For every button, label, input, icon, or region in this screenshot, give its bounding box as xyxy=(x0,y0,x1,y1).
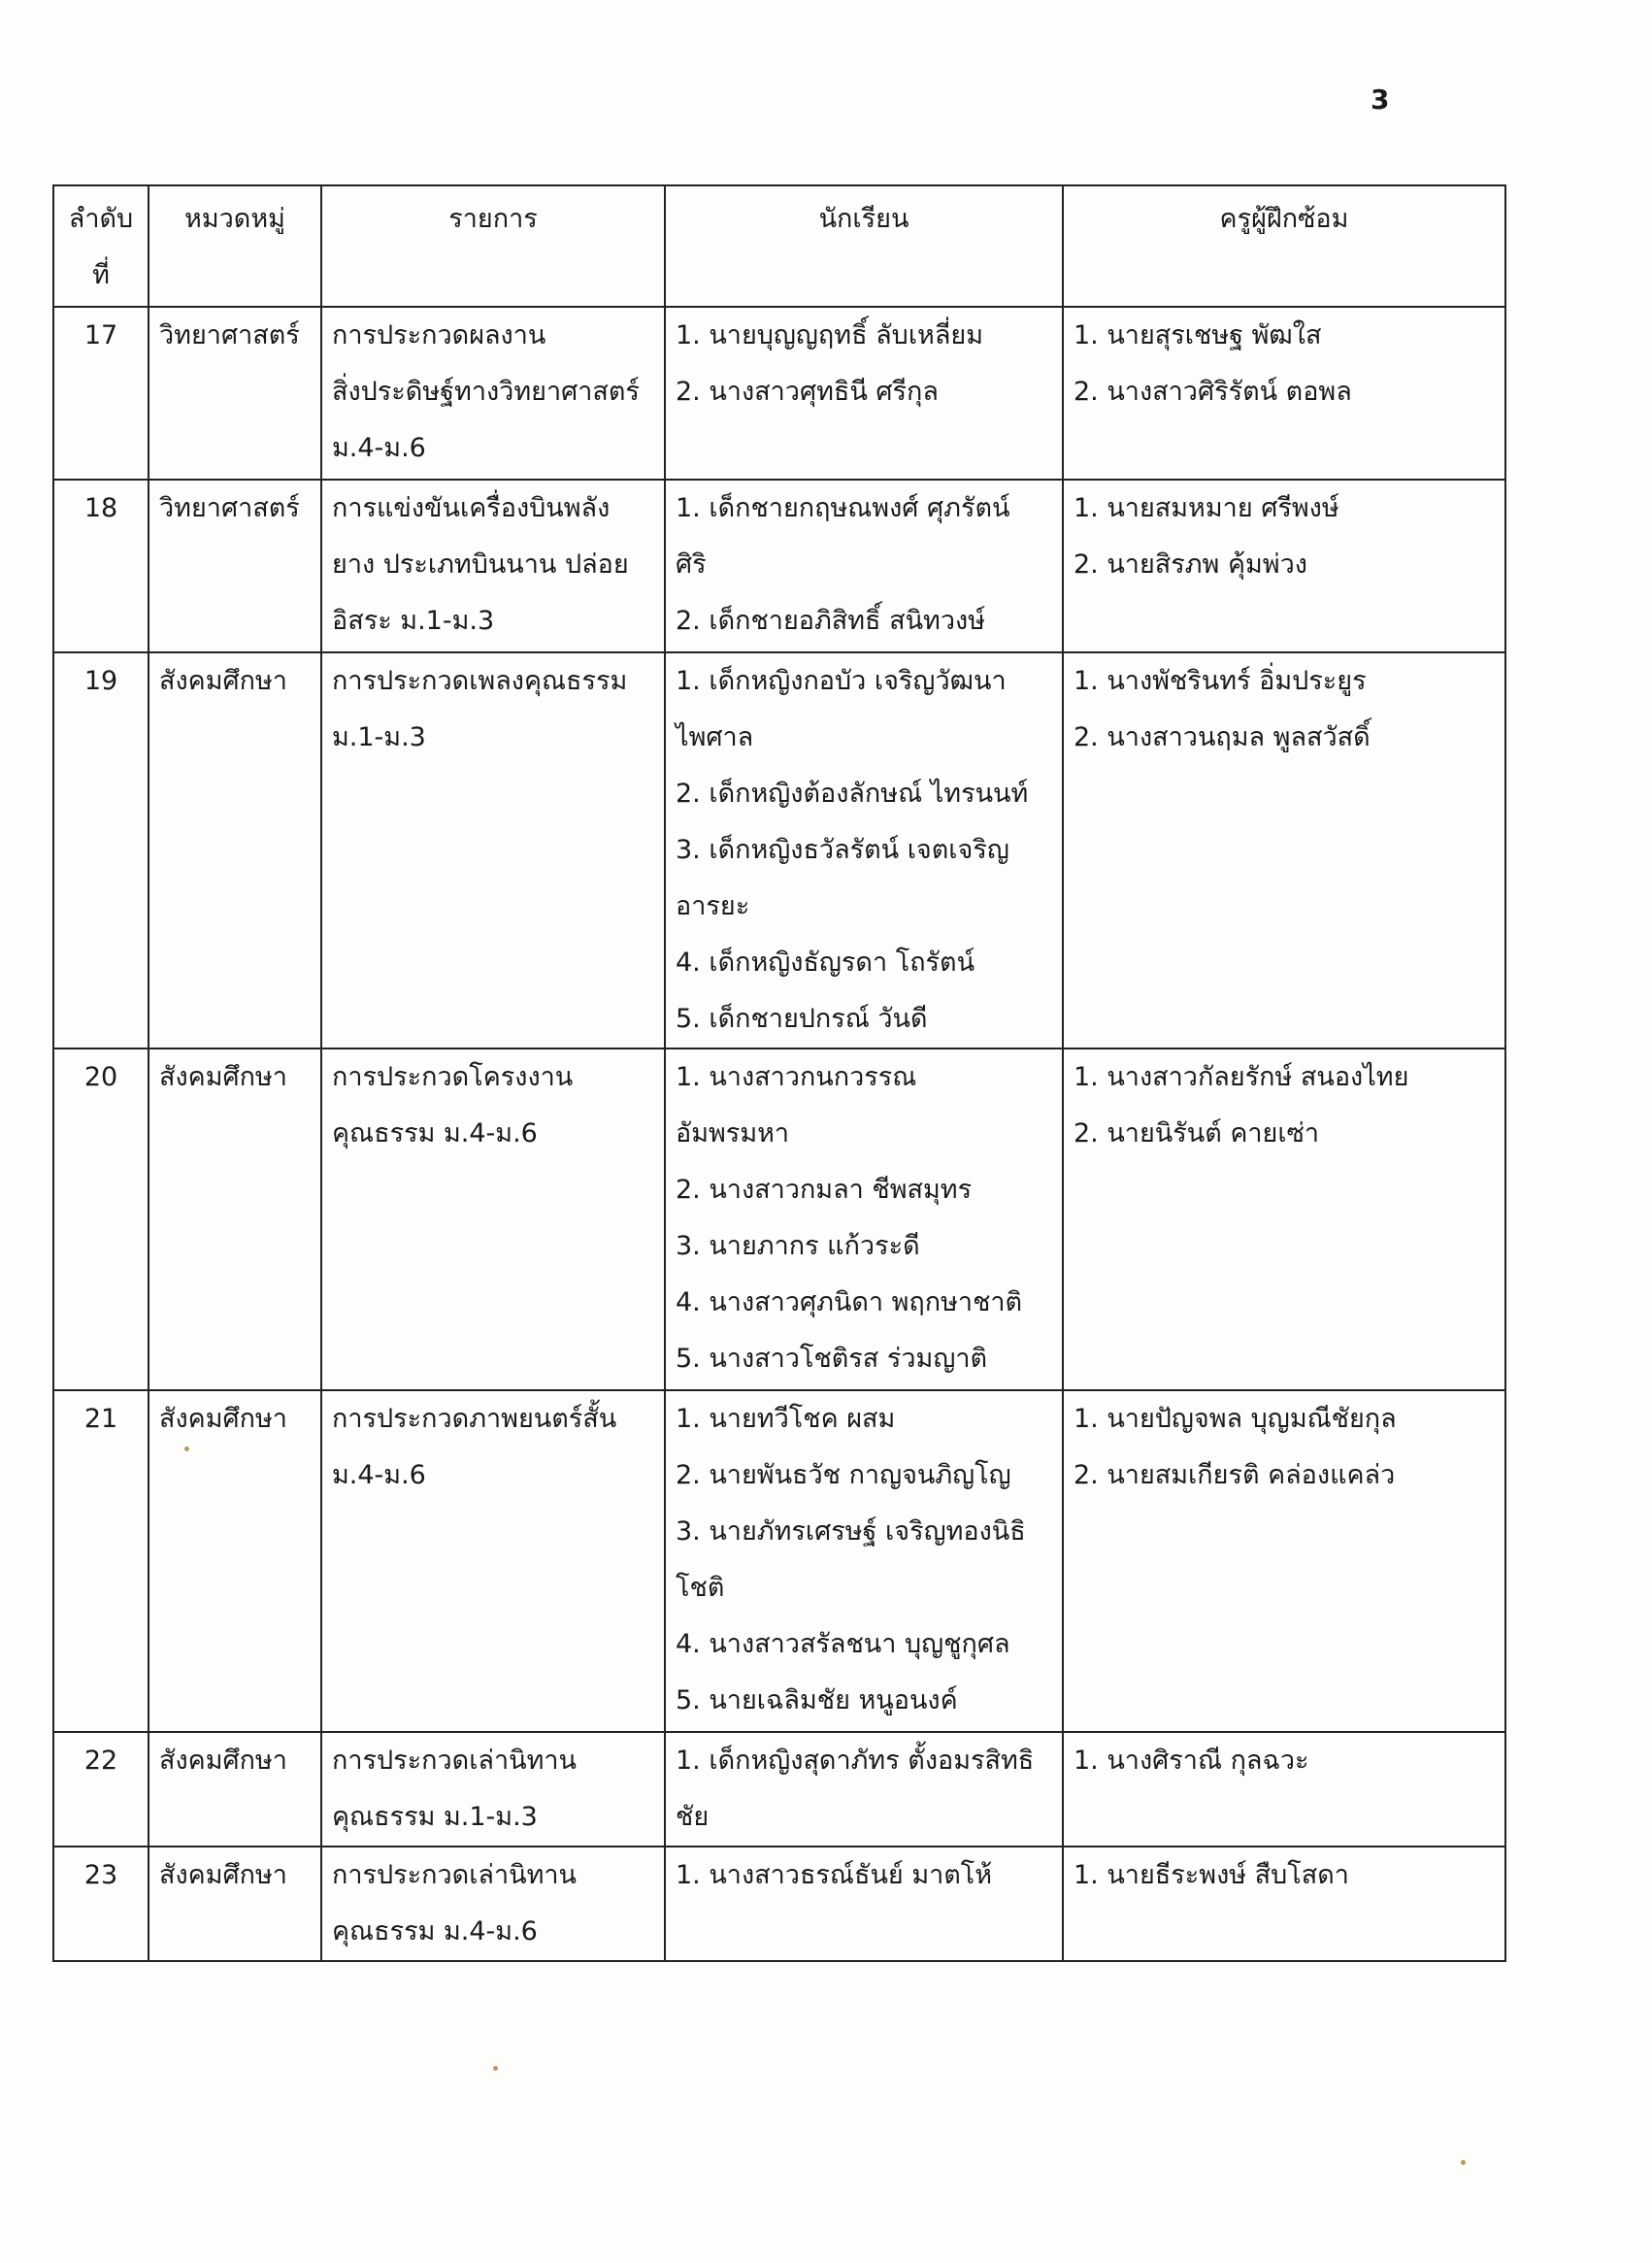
coaches-list xyxy=(1074,1049,1495,1162)
student-name: 1. นายทวีโชค ผสม xyxy=(676,1404,896,1434)
row-item xyxy=(321,1048,665,1390)
coach-name: 2. นายนิรันต์ คายเซ่า xyxy=(1074,1118,1320,1148)
student-name: 1. นางสาวกนกวรรณ อัมพรมหา xyxy=(676,1062,917,1148)
student-name: 2. เด็กหญิงต้องลักษณ์ ไทรนนท์ xyxy=(676,779,1029,809)
page-number: 3 xyxy=(1371,83,1390,116)
row-item-text: การประกวดเพลงคุณธรรม ม.1-ม.3 xyxy=(332,666,628,752)
row-item xyxy=(321,1390,665,1732)
row-number-text: 17 xyxy=(83,320,118,350)
student-name: 5. นายเฉลิมชัย หนูอนงค์ xyxy=(676,1685,958,1715)
table-row xyxy=(53,1390,1505,1732)
students-list xyxy=(676,481,1052,649)
students-list xyxy=(676,1391,1052,1729)
table-row xyxy=(53,1847,1505,1961)
header-item: รายการ xyxy=(321,185,665,307)
student-name: 1. นายบุญญฤทธิ์ ลับเหลี่ยม xyxy=(676,320,984,350)
student-name: 4. นางสาวสรัลชนา บุญชูกุศล xyxy=(676,1629,1010,1659)
row-category xyxy=(149,1847,321,1961)
coach-name: 2. นายสิรภพ คุ้มพ่วง xyxy=(1074,549,1307,580)
row-category-text: สังคมศึกษา xyxy=(159,666,287,696)
students-list xyxy=(676,653,1052,1048)
coach-name: 1. นายธีระพงษ์ สืบโสดา xyxy=(1074,1860,1349,1890)
row-number xyxy=(53,307,149,480)
row-number xyxy=(53,1390,149,1732)
row-number-text: 23 xyxy=(83,1860,118,1890)
row-category xyxy=(149,652,321,1048)
row-item xyxy=(321,307,665,480)
students-list xyxy=(676,1049,1052,1387)
row-number xyxy=(53,1732,149,1847)
student-name: 1. เด็กชายกฤษณพงศ์ ศุภรัตน์ ศิริ xyxy=(676,493,1010,580)
coach-name: 2. นายสมเกียรติ คล่องแคล่ว xyxy=(1074,1460,1396,1490)
row-item-text: การประกวดเล่านิทาน คุณธรรม ม.1-ม.3 xyxy=(332,1746,578,1832)
student-name: 4. เด็กหญิงธัญรดา โถรัตน์ xyxy=(676,948,975,978)
row-category xyxy=(149,480,321,652)
coach-name: 1. นายปัญจพล บุญมณีชัยกุล xyxy=(1074,1404,1397,1434)
row-students xyxy=(665,1847,1063,1961)
row-students xyxy=(665,480,1063,652)
row-item-text: การประกวดเล่านิทาน คุณธรรม ม.4-ม.6 xyxy=(332,1860,578,1947)
row-item-text: การประกวดภาพยนตร์สั้น ม.4-ม.6 xyxy=(332,1404,617,1490)
coach-name: 1. นางพัชรินทร์ อิ่มประยูร xyxy=(1074,666,1367,696)
coach-name: 2. นางสาวนฤมล พูลสวัสดิ์ xyxy=(1074,722,1371,752)
row-students xyxy=(665,1390,1063,1732)
row-item xyxy=(321,1732,665,1847)
row-students xyxy=(665,307,1063,480)
header-coaches: ครูผู้ฝึกซ้อม xyxy=(1063,185,1505,307)
table-row xyxy=(53,1048,1505,1390)
students-list xyxy=(676,1733,1052,1846)
row-category-text: วิทยาศาสตร์ xyxy=(159,493,300,523)
row-category-text: สังคมศึกษา xyxy=(159,1746,287,1776)
row-category-text: สังคมศึกษา xyxy=(159,1062,287,1092)
row-category xyxy=(149,1390,321,1732)
coaches-list xyxy=(1074,481,1495,593)
coaches-list xyxy=(1074,1847,1495,1904)
table-row xyxy=(53,652,1505,1048)
row-item xyxy=(321,480,665,652)
header-no: ลำดับ ที่ xyxy=(53,185,149,307)
coaches-list xyxy=(1074,653,1495,766)
row-item-text: การประกวดโครงงาน คุณธรรม ม.4-ม.6 xyxy=(332,1062,574,1148)
student-name: 1. นางสาวธรณ์ธันย์ มาตโห้ xyxy=(676,1860,993,1890)
row-category-text: สังคมศึกษา xyxy=(159,1860,287,1890)
student-name: 2. นายพันธวัช กาญจนภิญโญ xyxy=(676,1460,1011,1490)
student-name: 2. นางสาวกมลา ชีพสมุทร xyxy=(676,1175,973,1205)
table-row xyxy=(53,480,1505,652)
row-number-text: 19 xyxy=(83,666,118,696)
row-coaches xyxy=(1063,1048,1505,1390)
row-number-text: 20 xyxy=(83,1062,118,1092)
coaches-list xyxy=(1074,1391,1495,1504)
scan-speck xyxy=(1461,2160,1466,2165)
row-coaches xyxy=(1063,480,1505,652)
row-number xyxy=(53,480,149,652)
student-name: 5. เด็กชายปกรณ์ วันดี xyxy=(676,1004,928,1034)
students-list xyxy=(676,308,1052,420)
student-name: 1. เด็กหญิงสุดาภัทร ตั้งอมรสิทธิ ชัย xyxy=(676,1746,1035,1832)
row-number-text: 21 xyxy=(83,1404,118,1434)
row-students xyxy=(665,652,1063,1048)
table-row xyxy=(53,307,1505,480)
student-name: 3. นายภากร แก้วระดี xyxy=(676,1231,920,1261)
row-coaches xyxy=(1063,1732,1505,1847)
row-students xyxy=(665,1732,1063,1847)
student-name: 5. นางสาวโชติรส ร่วมญาติ xyxy=(676,1344,988,1374)
row-item-text: การแข่งขันเครื่องบินพลัง ยาง ประเภทบินนาน ปล่อย อิสระ ม.1-ม.3 xyxy=(332,493,629,636)
competition-table xyxy=(52,184,1506,1962)
row-coaches xyxy=(1063,652,1505,1048)
scan-speck xyxy=(184,1447,189,1451)
header-students: นักเรียน xyxy=(665,185,1063,307)
coaches-list xyxy=(1074,308,1495,420)
row-coaches xyxy=(1063,1847,1505,1961)
row-number xyxy=(53,652,149,1048)
row-coaches xyxy=(1063,1390,1505,1732)
student-name: 3. เด็กหญิงธวัลรัตน์ เจตเจริญ อารยะ xyxy=(676,835,1009,921)
row-category xyxy=(149,1732,321,1847)
row-number xyxy=(53,1048,149,1390)
row-number-text: 22 xyxy=(83,1746,118,1776)
student-name: 4. นางสาวศุภนิดา พฤกษาชาติ xyxy=(676,1287,1023,1317)
row-item xyxy=(321,652,665,1048)
students-list xyxy=(676,1847,1052,1904)
student-name: 2. เด็กชายอภิสิทธิ์ สนิทวงษ์ xyxy=(676,606,985,636)
row-coaches xyxy=(1063,307,1505,480)
coaches-list xyxy=(1074,1733,1495,1789)
row-item-text: การประกวดผลงาน สิ่งประดิษฐ์ทางวิทยาศาสตร์ ม.4-ม.6 xyxy=(332,320,640,463)
student-name: 3. นายภัทรเศรษฐ์ เจริญทองนิธิ โชติ xyxy=(676,1516,1026,1603)
row-category-text: สังคมศึกษา xyxy=(159,1404,287,1434)
coach-name: 1. นางศิราณี กุลฉวะ xyxy=(1074,1746,1309,1776)
row-category-text: วิทยาศาสตร์ xyxy=(159,320,300,350)
scan-speck xyxy=(493,2066,498,2071)
student-name: 2. นางสาวศุทธินี ศรีกุล xyxy=(676,377,939,407)
coach-name: 1. นายสุรเชษฐ พัฒใส xyxy=(1074,320,1322,350)
coach-name: 1. นางสาวกัลยรักษ์ สนองไทย xyxy=(1074,1062,1409,1092)
coach-name: 2. นางสาวศิริรัตน์ ตอพล xyxy=(1074,377,1352,407)
row-students xyxy=(665,1048,1063,1390)
student-name: 1. เด็กหญิงกอบัว เจริญวัฒนา ไพศาล xyxy=(676,666,1007,752)
table-row xyxy=(53,1732,1505,1847)
row-number-text: 18 xyxy=(83,493,118,523)
row-category xyxy=(149,307,321,480)
row-number xyxy=(53,1847,149,1961)
row-item xyxy=(321,1847,665,1961)
header-category: หมวดหมู่ xyxy=(149,185,321,307)
table-header-row xyxy=(53,185,1505,307)
coach-name: 1. นายสมหมาย ศรีพงษ์ xyxy=(1074,493,1339,523)
row-category xyxy=(149,1048,321,1390)
